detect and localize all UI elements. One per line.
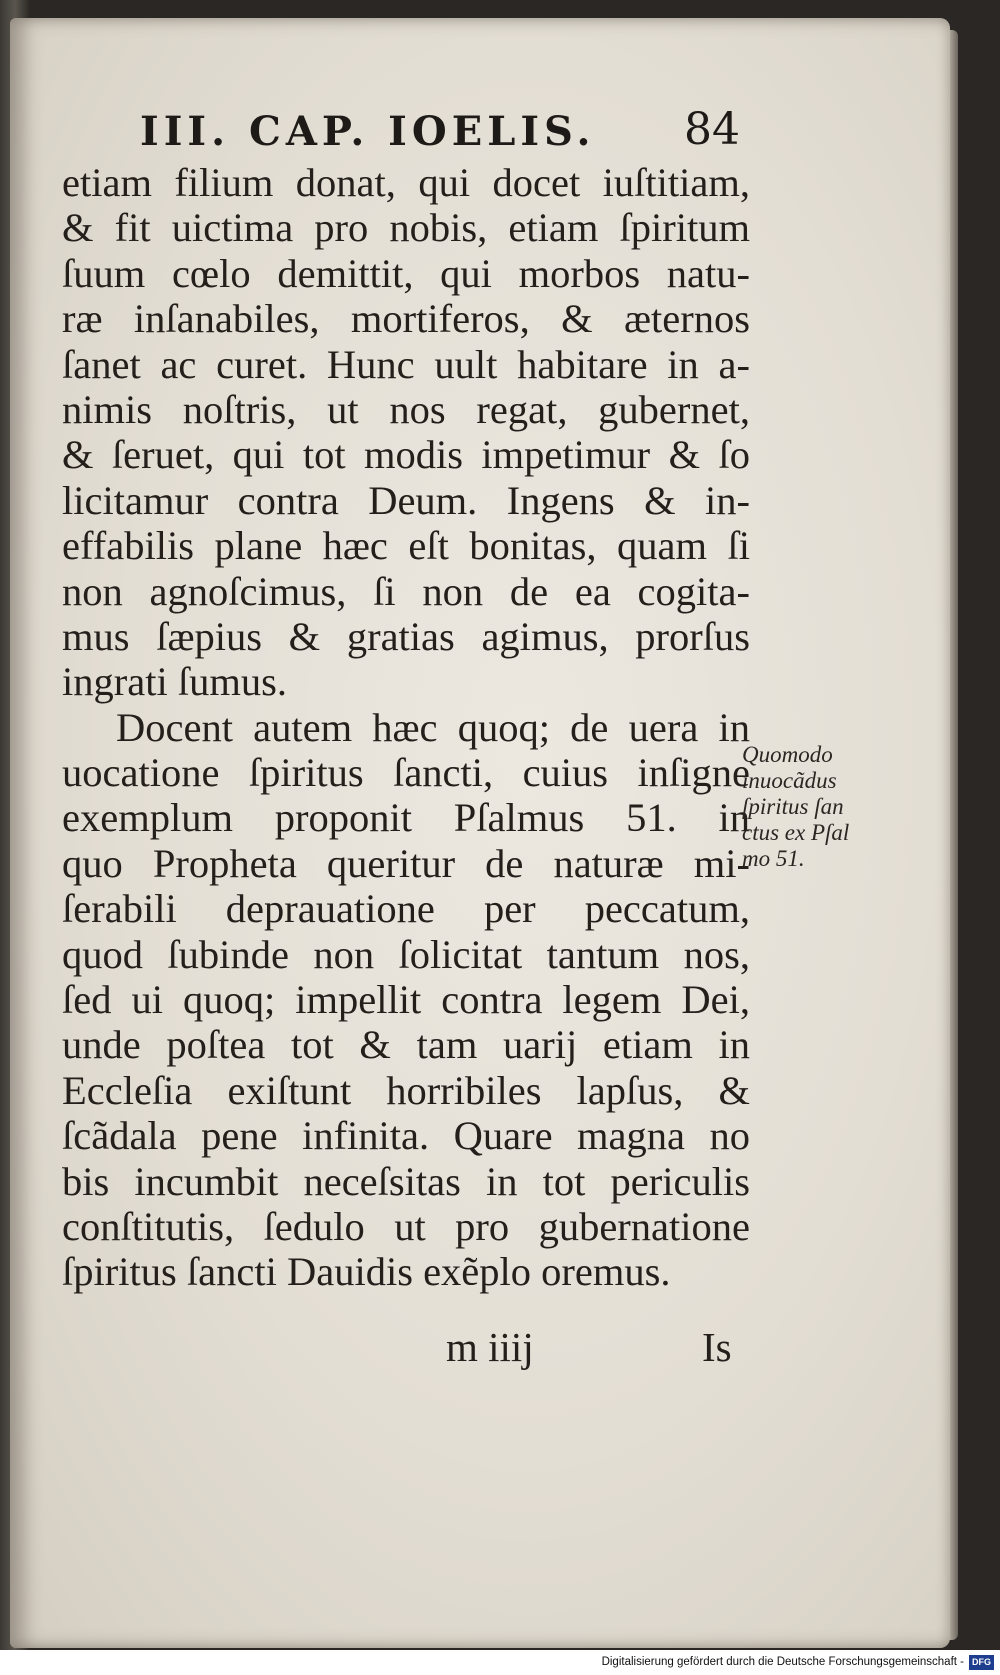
text-line: nimis noſtris, ut nos regat, gubernet, <box>62 386 750 432</box>
marginal-note-line: ſpiritus ſan <box>742 794 844 819</box>
text-line: ingrati ſumus. <box>62 659 287 705</box>
body-text <box>62 160 750 1295</box>
text-line: etiam filium donat, qui docet iuſtitiam, <box>62 160 750 205</box>
text-line: ſed ui quoq; impellit contra legem Dei, <box>62 977 750 1023</box>
signature-mark: m iiij <box>446 1324 534 1370</box>
page-header <box>140 104 740 160</box>
text-line: bis incumbit neceſsitas in tot periculis <box>62 1158 750 1204</box>
page-footer <box>0 1323 1000 1373</box>
text-line: non agnoſcimus, ſi non de ea cogita- <box>62 568 750 614</box>
dfg-logo: DFG <box>969 1655 994 1670</box>
marginal-note-line: Quomodo <box>742 742 833 767</box>
text-line: ſpiritus ſancti Dauidis exẽplo oremus. <box>62 1249 671 1295</box>
catchword: Is <box>702 1324 732 1370</box>
text-line: uocatione ſpiritus ſancti, cuius inſigne <box>62 750 750 796</box>
text-line: Docent autem hæc quoq; de uera in <box>116 704 750 750</box>
text-line: conſtitutis, ſedulo ut pro gubernatione <box>62 1203 750 1249</box>
text-line: mus ſæpius & gratias agimus, prorſus <box>62 613 750 659</box>
credit-text: Digitalisierung gefördert durch die Deutsche Forschungsgemeinschaft - <box>601 1656 964 1668</box>
text-line: ſerabili deprauatione per peccatum, <box>62 886 750 932</box>
marginal-note-line: mo 51. <box>742 846 805 871</box>
digitization-credit <box>0 1650 1000 1675</box>
marginal-note <box>742 742 892 872</box>
text-line: & fit uictima pro nobis, etiam ſpiritum <box>62 205 750 251</box>
text-line: quod ſubinde non ſolicitat tantum nos, <box>62 931 750 977</box>
text-line: quo Propheta queritur de naturæ mi- <box>62 840 750 886</box>
text-line: ſuum cœlo demittit, qui morbos natu- <box>62 250 750 296</box>
text-line: ſcãdala pene infinita. Quare magna no <box>62 1113 750 1159</box>
marginal-note-line: ctus ex Pſal <box>742 820 850 845</box>
text-line: ræ inſanabiles, mortiferos, & æternos <box>62 296 750 342</box>
text-line: exemplum proponit Pſalmus 51. in <box>62 795 750 841</box>
marginal-note-line: inuocãdus <box>742 768 837 793</box>
text-line: Eccleſia exiſtunt horribiles lapſus, & <box>62 1067 750 1113</box>
text-line: & ſeruet, qui tot modis impetimur & ſo <box>62 432 750 478</box>
text-line: licitamur contra Deum. Ingens & in- <box>62 477 750 523</box>
page-number: 84 <box>684 104 740 155</box>
running-title: III. CAP. IOELIS. <box>140 108 596 155</box>
text-line: ſanet ac curet. Hunc uult habitare in a- <box>62 341 750 387</box>
text-line: effabilis plane hæc eſt bonitas, quam ſi <box>62 523 750 569</box>
text-line: unde poſtea tot & tam uarij etiam in <box>62 1022 750 1068</box>
